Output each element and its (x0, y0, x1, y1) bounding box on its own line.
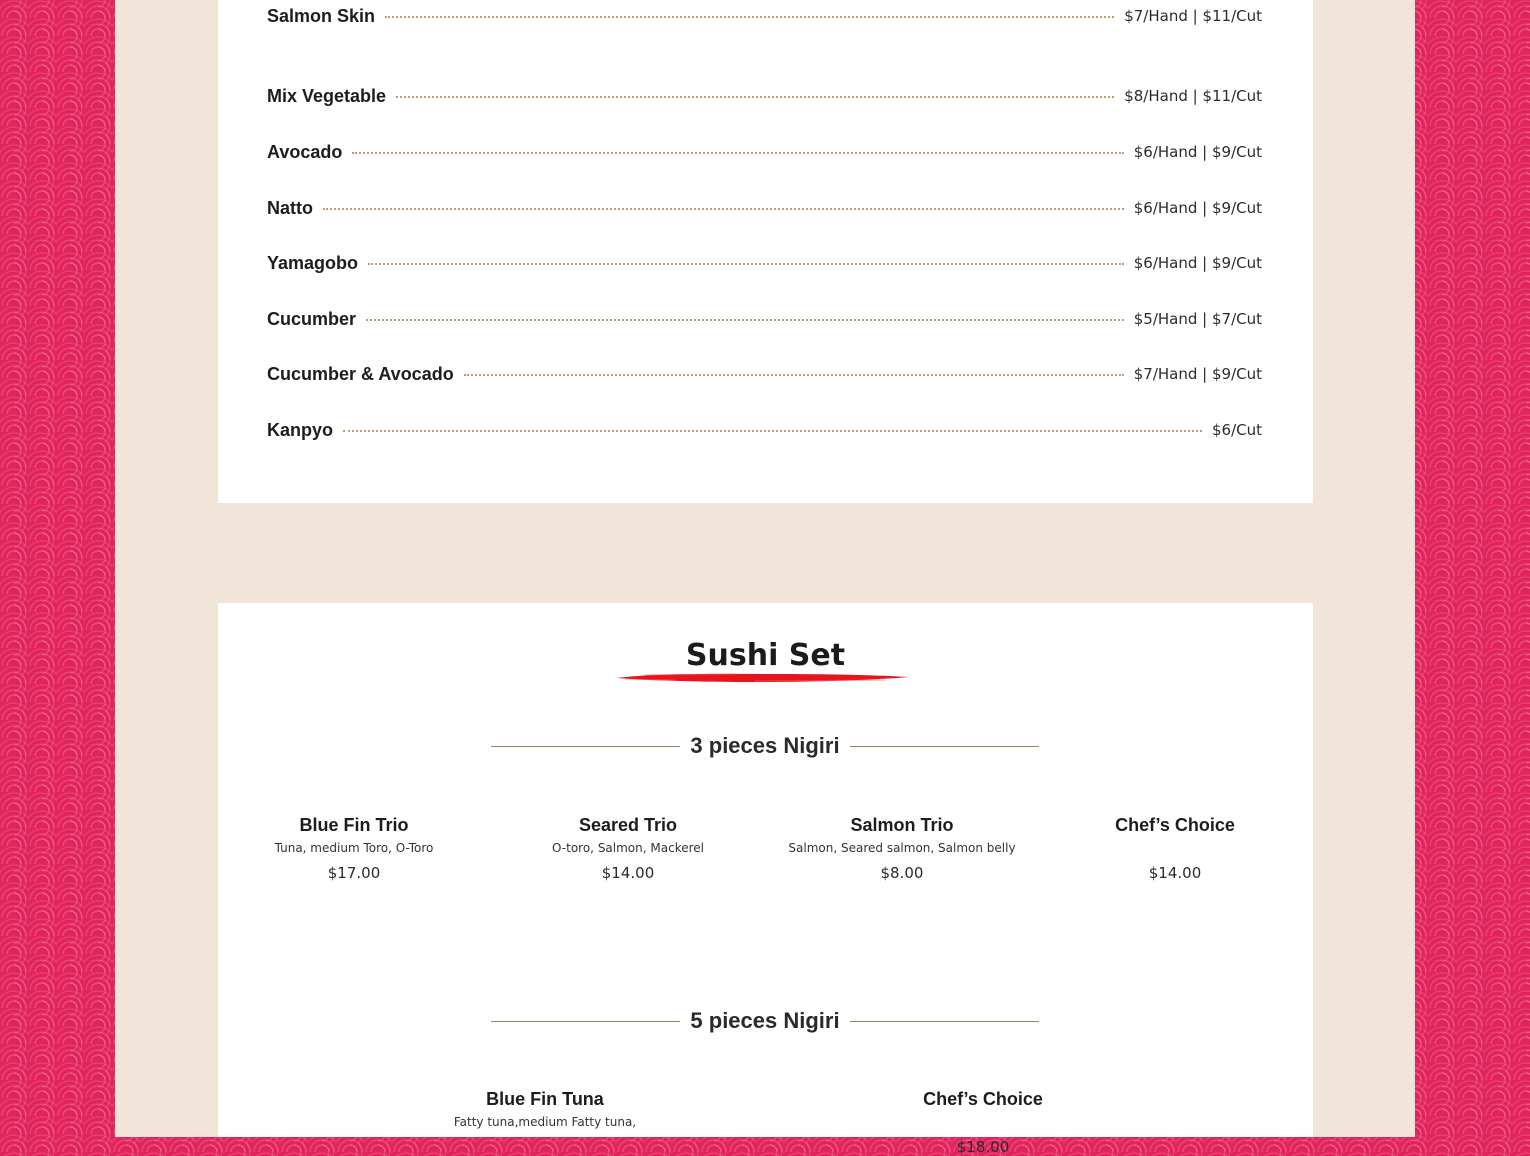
five-pieces-heading (491, 1008, 1039, 1034)
item-name: Kanpyo (267, 419, 334, 440)
subsection-title: 3 pieces Nigiri (690, 733, 840, 758)
item-name: Mix Vegetable (267, 85, 387, 106)
item-price: $6/Cut (1211, 421, 1262, 439)
menu-item (267, 307, 1262, 331)
menu-item (267, 362, 1262, 386)
set-item (1050, 815, 1300, 882)
dotted-leader (352, 152, 1123, 154)
set-item (503, 815, 753, 882)
set-item-name: Blue Fin Tuna (486, 1089, 604, 1109)
menu-page (115, 0, 1415, 1156)
heading-rule (491, 1021, 680, 1022)
menu-item (267, 251, 1262, 275)
item-price: $6/Hand | $9/Cut (1133, 254, 1262, 272)
dotted-leader (464, 374, 1124, 376)
menu-item (267, 196, 1262, 220)
section-title: Sushi Set (685, 638, 846, 673)
set-item-price: $18.00 (956, 1138, 1010, 1156)
item-name: Salmon Skin (267, 5, 376, 26)
sushi-set-card (218, 603, 1313, 1156)
set-item (420, 1089, 670, 1131)
item-name: Cucumber & Avocado (267, 363, 454, 384)
item-name: Cucumber (267, 308, 357, 329)
set-item-name: Blue Fin Trio (299, 815, 409, 835)
item-name: Natto (267, 197, 313, 218)
set-item-price: $14.00 (1148, 864, 1202, 882)
set-item (858, 1089, 1108, 1156)
set-item-price: $14.00 (601, 864, 655, 882)
rolls-menu-card (218, 0, 1313, 503)
three-pieces-heading (491, 733, 1039, 759)
menu-item (267, 140, 1262, 164)
set-item-name: Seared Trio (578, 815, 678, 835)
set-item-name: Salmon Trio (850, 815, 954, 835)
set-item-desc (858, 1115, 1108, 1131)
heading-rule (491, 746, 680, 747)
item-price: $6/Hand | $9/Cut (1133, 143, 1262, 161)
item-price: $8/Hand | $11/Cut (1124, 87, 1262, 105)
set-item-price: $17.00 (327, 864, 381, 882)
set-item-desc: Tuna, medium Toro, O-Toro (274, 841, 434, 855)
subsection-title: 5 pieces Nigiri (690, 1008, 840, 1033)
dotted-leader (396, 96, 1114, 98)
dotted-leader (343, 430, 1202, 432)
dotted-leader (385, 16, 1114, 18)
set-item-name: Chef’s Choice (923, 1089, 1043, 1109)
dotted-leader (368, 263, 1124, 265)
item-price: $7/Hand | $11/Cut (1124, 7, 1262, 25)
set-item-price: $8.00 (880, 864, 924, 882)
heading-rule (850, 1021, 1039, 1022)
set-item-desc: Salmon, Seared salmon, Salmon belly (788, 841, 1016, 855)
dotted-leader (323, 208, 1124, 210)
menu-item (267, 4, 1262, 28)
set-item (777, 815, 1027, 882)
set-item-desc: O-toro, Salmon, Mackerel (552, 841, 704, 855)
set-item-desc (1050, 841, 1300, 857)
set-item-name: Chef’s Choice (1115, 815, 1235, 835)
dotted-leader (366, 319, 1124, 321)
item-price: $6/Hand | $9/Cut (1133, 199, 1262, 217)
item-name: Yamagobo (267, 252, 359, 273)
item-price: $5/Hand | $7/Cut (1133, 310, 1262, 328)
set-item (229, 815, 479, 882)
set-item-desc: Fatty tuna,medium Fatty tuna, (453, 1115, 637, 1129)
heading-rule (850, 746, 1039, 747)
menu-item (267, 418, 1262, 442)
menu-item (267, 84, 1262, 108)
item-price: $7/Hand | $9/Cut (1133, 365, 1262, 383)
item-name: Avocado (267, 141, 343, 162)
